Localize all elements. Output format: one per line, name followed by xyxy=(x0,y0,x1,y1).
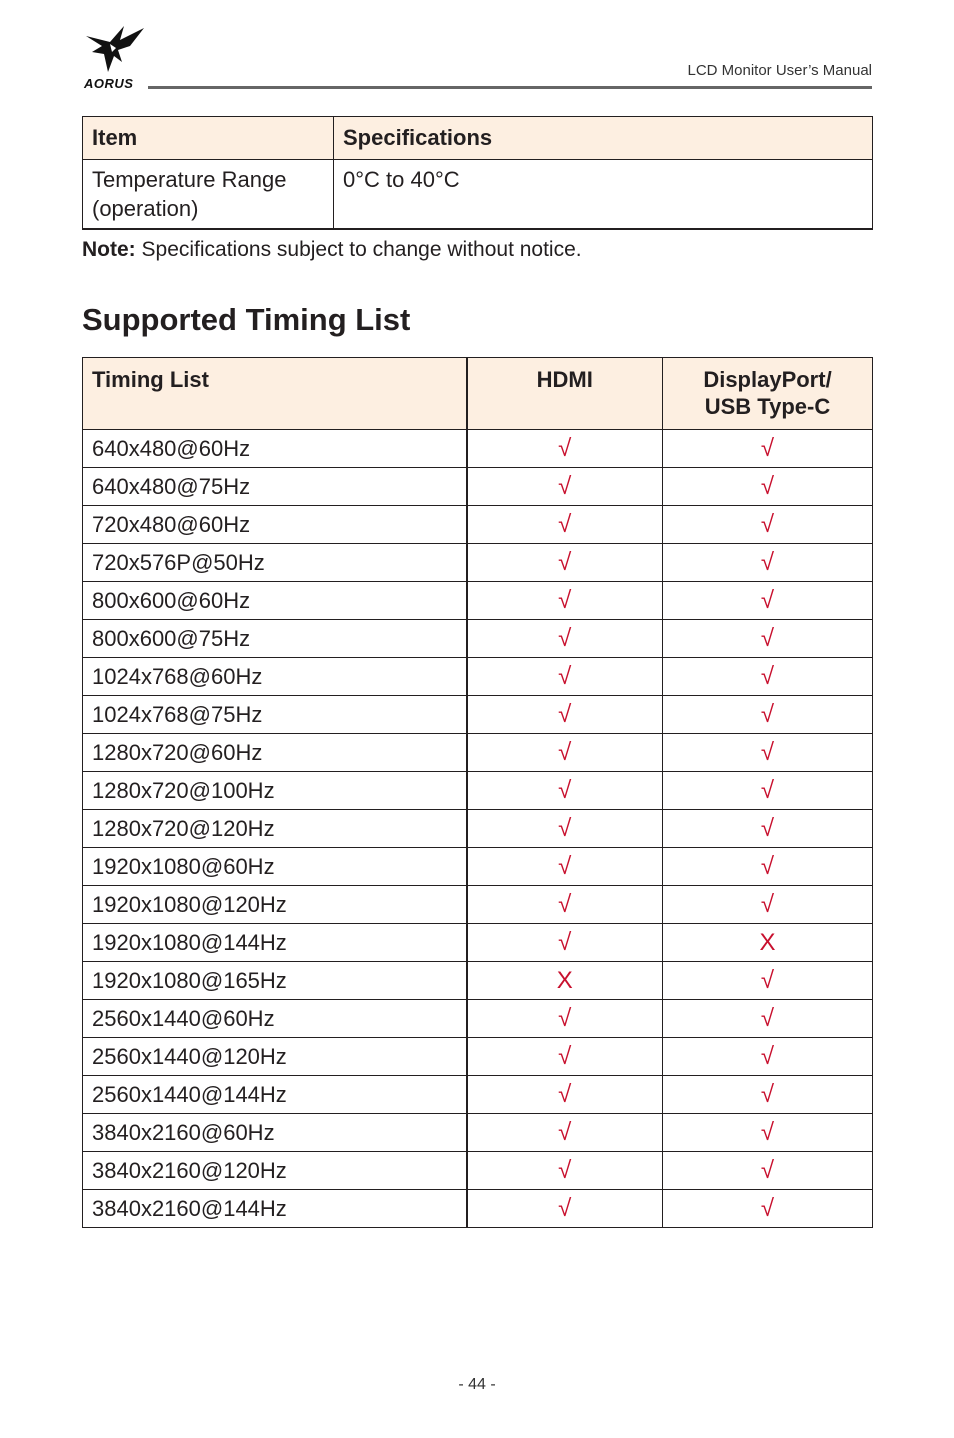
displayport-support-cell: √ xyxy=(663,620,873,658)
table-row xyxy=(83,506,873,544)
table-row xyxy=(83,924,873,962)
table-row xyxy=(83,544,873,582)
displayport-support-cell: √ xyxy=(663,886,873,924)
timing-mode-cell: 1920x1080@144Hz xyxy=(83,924,467,962)
table-row xyxy=(83,468,873,506)
table-row xyxy=(83,810,873,848)
header-divider xyxy=(148,86,872,89)
displayport-support-cell: √ xyxy=(663,544,873,582)
table-row xyxy=(83,620,873,658)
displayport-support-cell: √ xyxy=(663,1152,873,1190)
table-row xyxy=(83,430,873,468)
timing-mode-cell: 3840x2160@144Hz xyxy=(83,1190,467,1228)
timing-mode-cell: 1280x720@100Hz xyxy=(83,772,467,810)
spec-value-cell: 0°C to 40°C xyxy=(334,160,873,230)
displayport-support-cell: √ xyxy=(663,506,873,544)
table-row xyxy=(83,1038,873,1076)
displayport-support-cell: √ xyxy=(663,734,873,772)
table-row xyxy=(83,658,873,696)
displayport-support-cell: √ xyxy=(663,962,873,1000)
hdmi-support-cell: √ xyxy=(467,734,663,772)
timing-mode-cell: 1280x720@60Hz xyxy=(83,734,467,772)
timing-mode-cell: 1024x768@75Hz xyxy=(83,696,467,734)
displayport-support-cell: √ xyxy=(663,430,873,468)
hdmi-support-cell: √ xyxy=(467,772,663,810)
table-row xyxy=(83,772,873,810)
hdmi-support-cell: √ xyxy=(467,886,663,924)
timing-mode-cell: 1920x1080@120Hz xyxy=(83,886,467,924)
displayport-support-cell: √ xyxy=(663,1038,873,1076)
hdmi-support-cell: X xyxy=(467,962,663,1000)
hdmi-support-cell: √ xyxy=(467,506,663,544)
displayport-support-cell: √ xyxy=(663,848,873,886)
timing-table-body xyxy=(83,430,873,1228)
timing-mode-cell: 720x576P@50Hz xyxy=(83,544,467,582)
section-title: Supported Timing List xyxy=(82,302,411,337)
hdmi-support-cell: √ xyxy=(467,1114,663,1152)
table-row xyxy=(83,582,873,620)
table-row xyxy=(83,962,873,1000)
table-row xyxy=(83,160,873,230)
displayport-support-cell: √ xyxy=(663,772,873,810)
timing-mode-cell: 1920x1080@60Hz xyxy=(83,848,467,886)
manual-title: LCD Monitor User’s Manual xyxy=(687,62,872,79)
brand-logo xyxy=(84,22,146,92)
timing-header-row xyxy=(83,358,873,430)
timing-mode-cell: 2560x1440@120Hz xyxy=(83,1038,467,1076)
hdmi-support-cell: √ xyxy=(467,1000,663,1038)
table-row xyxy=(83,1114,873,1152)
table-row xyxy=(83,734,873,772)
timing-header-displayport: DisplayPort/ USB Type-C xyxy=(663,358,873,430)
table-row xyxy=(83,1000,873,1038)
table-row xyxy=(83,886,873,924)
displayport-support-cell: √ xyxy=(663,1076,873,1114)
timing-mode-cell: 3840x2160@60Hz xyxy=(83,1114,467,1152)
timing-table xyxy=(82,357,873,1228)
spec-header-row xyxy=(83,117,873,160)
displayport-support-cell: √ xyxy=(663,1000,873,1038)
specifications-table xyxy=(82,116,873,230)
hdmi-support-cell: √ xyxy=(467,848,663,886)
timing-mode-cell: 800x600@75Hz xyxy=(83,620,467,658)
hdmi-support-cell: √ xyxy=(467,696,663,734)
table-row xyxy=(83,1076,873,1114)
timing-mode-cell: 2560x1440@60Hz xyxy=(83,1000,467,1038)
hdmi-support-cell: √ xyxy=(467,1152,663,1190)
displayport-support-cell: √ xyxy=(663,582,873,620)
table-row xyxy=(83,848,873,886)
timing-mode-cell: 1920x1080@165Hz xyxy=(83,962,467,1000)
timing-mode-cell: 640x480@75Hz xyxy=(83,468,467,506)
hdmi-support-cell: √ xyxy=(467,468,663,506)
spec-item-cell: Temperature Range (operation) xyxy=(83,160,334,230)
hdmi-support-cell: √ xyxy=(467,1038,663,1076)
table-row xyxy=(83,696,873,734)
displayport-support-cell: √ xyxy=(663,1190,873,1228)
timing-mode-cell: 640x480@60Hz xyxy=(83,430,467,468)
note-label: Note: xyxy=(82,238,136,261)
eagle-logo-icon xyxy=(84,22,146,74)
brand-wordmark: AORUS xyxy=(84,76,134,91)
timing-mode-cell: 2560x1440@144Hz xyxy=(83,1076,467,1114)
hdmi-support-cell: √ xyxy=(467,924,663,962)
timing-mode-cell: 1024x768@60Hz xyxy=(83,658,467,696)
hdmi-support-cell: √ xyxy=(467,544,663,582)
displayport-support-cell: √ xyxy=(663,696,873,734)
timing-header-hdmi: HDMI xyxy=(467,358,663,430)
timing-mode-cell: 800x600@60Hz xyxy=(83,582,467,620)
hdmi-support-cell: √ xyxy=(467,1190,663,1228)
hdmi-support-cell: √ xyxy=(467,620,663,658)
hdmi-support-cell: √ xyxy=(467,430,663,468)
hdmi-support-cell: √ xyxy=(467,1076,663,1114)
displayport-support-cell: √ xyxy=(663,658,873,696)
spec-header-specifications: Specifications xyxy=(334,117,873,160)
displayport-support-cell: √ xyxy=(663,810,873,848)
table-row xyxy=(83,1152,873,1190)
hdmi-support-cell: √ xyxy=(467,582,663,620)
timing-mode-cell: 720x480@60Hz xyxy=(83,506,467,544)
timing-mode-cell: 3840x2160@120Hz xyxy=(83,1152,467,1190)
displayport-support-cell: √ xyxy=(663,1114,873,1152)
hdmi-support-cell: √ xyxy=(467,810,663,848)
timing-header-list: Timing List xyxy=(83,358,467,430)
page-number: - 44 - xyxy=(458,1376,496,1393)
note-text: Specifications subject to change without notice. xyxy=(135,238,582,261)
timing-mode-cell: 1280x720@120Hz xyxy=(83,810,467,848)
table-row xyxy=(83,1190,873,1228)
note xyxy=(82,238,582,262)
hdmi-support-cell: √ xyxy=(467,658,663,696)
spec-header-item: Item xyxy=(83,117,334,160)
displayport-support-cell: X xyxy=(663,924,873,962)
displayport-support-cell: √ xyxy=(663,468,873,506)
